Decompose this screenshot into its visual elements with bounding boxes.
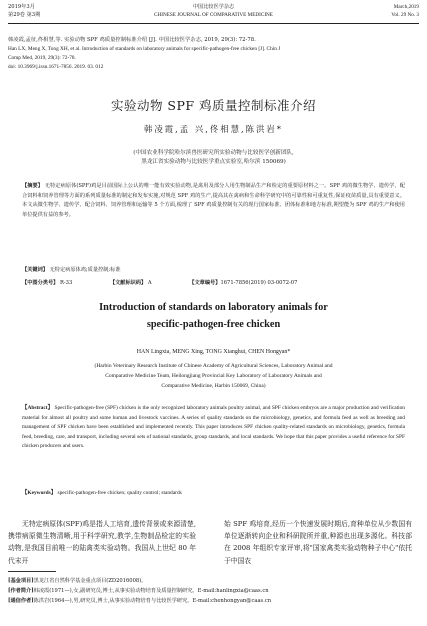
header-date-en: March,2019 xyxy=(393,4,419,10)
keywords-en xyxy=(22,489,405,499)
keywords-text-en: specific-pathogen-free chicken; quality control; standards xyxy=(57,490,182,496)
affiliation-en-line3: Comparative Medicine, Harbin 150069, China) xyxy=(161,383,266,389)
abstract-label-en: 【Abstract】 xyxy=(22,405,54,411)
article-title-en xyxy=(30,299,397,333)
abstract-label-cn: 【摘要】 xyxy=(22,183,44,189)
header-date-cn: 2019年3月 xyxy=(8,4,35,10)
abstract-text-en: Specific-pathogen-free (SPF) chicken is the only recognized laboratory animals poultry animal, and SPF chicken embryos are a major production and verification material for almost all poultry and some human and livestock vaccines. A series of quality standards on the microbiology, genetics, and formula feed as well as breeding and management of SPF chicken have been established and implemented recently. This paper introduces SPF chicken quality-related standards on microbiology, genetics, formula feed, breeding, care, and transport, including several sets of national standards, group standards, and local standards. We hope that this paper provides a useful reference for SPF chicken producers and users. xyxy=(22,405,405,450)
citation-cn: 韩凌霞,孟征,佟相慧,等. 实验动物 SPF 鸡质量控制标准介绍 [J]. 中国比较医学杂志, 2019, 29(3): 72-78. xyxy=(8,37,256,43)
body-column-right: 始 SPF 鸡培育,经历一个快速发展时期后,育种单位从少数国有单位逐渐转向企业和科研院所并重,种源也出现多源化。科技部在 2008 年组织专家评审,将"国家禽类实验动物种子中心"依托于中国农 xyxy=(224,520,412,565)
keywords-label-cn: 【关键词】 xyxy=(22,267,48,273)
header-volume-en: Vol. 29 No. 3 xyxy=(391,12,419,18)
body-column-left: 无特定病原体(SPF)鸡是指人工培育,遗传背景或来源清楚,携带病原微生物清晰,用于科学研究,教学,生物制品检定的实验动物,是我国目前唯一的陆禽类实验动物。我国从上世纪 80 年代末开 xyxy=(8,520,196,565)
affiliation-en-line1: (Harbin Veterinary Research Institute of Chinese Academy of Agricultural Sciences, Laboratory Animal and xyxy=(94,363,333,369)
citation-en-line1: Han LX, Meng X, Tong XH, et al. Introduction of standards on laboratory animals for specific-pathogen-free chicken [J]. Chin J xyxy=(8,46,281,52)
article-title-cn: 实验动物 SPF 鸡质量控制标准介绍 xyxy=(110,98,317,113)
footnote-divider xyxy=(8,571,56,572)
title-en-line2: specific-pathogen-free chicken xyxy=(146,319,281,330)
affiliation-cn-line2: 黑龙江省实验动物与比较医学重点实验室,哈尔滨 150069) xyxy=(141,159,286,165)
keywords-text-cn: 无特定病原体鸡;质量控制;标准 xyxy=(49,267,121,273)
affiliation-cn-line1: (中国农业科学院哈尔滨兽医研究所实验动物与比较医学创新团队, xyxy=(133,150,294,156)
authors-en: HAN Lingxia, MENG Xing, TONG Xianghui, CHEN Hongyan* xyxy=(136,349,291,355)
abstract-en xyxy=(22,404,405,452)
header-journal-en: CHINESE JOURNAL OF COMPARATIVE MEDICINE xyxy=(154,12,273,18)
citation-en-line2: Comp Med, 2019, 29(3): 72-78. xyxy=(8,55,76,61)
abstract-text-cn: 无特定病原体(SPF)鸡是目前国际上公认的唯一能有效实验动物,是禽用及部分人用生物制品生产和检定的重要原材料之一。SPF 鸡的微生物学、遗传学、配合饲料和饲养管理等方面的系列质量标准的制定和发布实施,对规范 SPF 鸡的生产,提高其在禽病和生命科学研究中的可靠性和可重复性,保证疫苗质量,具有重要意义。本文从微生物学、遗传学、配合饲料、饲养管理和运输等 5 个方面,梳理了 SPF 鸡质量控制有关的现行国家标准、团体标准和地方标准,期望能为 SPF 鸡的生产和使用单位提供有益的参考。 xyxy=(22,183,405,218)
header-volume-cn: 第29卷 第3期 xyxy=(8,12,41,18)
doi: doi: 10.3969/j.issn.1671-7856. 2019. 03. 012 xyxy=(8,64,104,70)
running-header xyxy=(8,4,419,24)
document-code: 【文献标识码】 A xyxy=(109,280,152,286)
abstract-cn xyxy=(22,182,405,220)
article-number: 【文章编号】1671-7856(2019) 03-0072-07 xyxy=(189,280,298,286)
authors-cn: 韩凌霞,孟 兴,佟相慧,陈洪岩* xyxy=(144,124,283,134)
article-info-line xyxy=(22,279,405,288)
footnote-corresponding: [通信作者]陈洪岩(1964—),男,研究员,博士,从事实验动物培育与比较医学研究。E-mail:chenhongyan@caas.cn xyxy=(8,598,272,604)
footnote-fund: [基金项目]黑龙江省自然科学基金重点项目(ZD2016008)。 xyxy=(8,578,147,584)
header-journal-cn: 中国比较医学杂志 xyxy=(192,4,235,10)
keywords-cn xyxy=(22,266,405,276)
title-en-line1: Introduction of standards on laboratory animals for xyxy=(99,302,328,313)
affiliation-en-line2: Comparative Medicine Team, Heilongjiang Provincial Key Laboratory of Laboratory Animals and xyxy=(105,373,322,379)
footnote-author: [作者简介]韩凌霞(1971—),女,副研究员,博士,从事实验动物培育及质量控制研究。E-mail:hanlingxia@caas.cn xyxy=(8,588,269,594)
clc-code: 【中图分类号】 R-33 xyxy=(22,280,73,286)
keywords-label-en: 【Keywords】 xyxy=(22,490,57,496)
